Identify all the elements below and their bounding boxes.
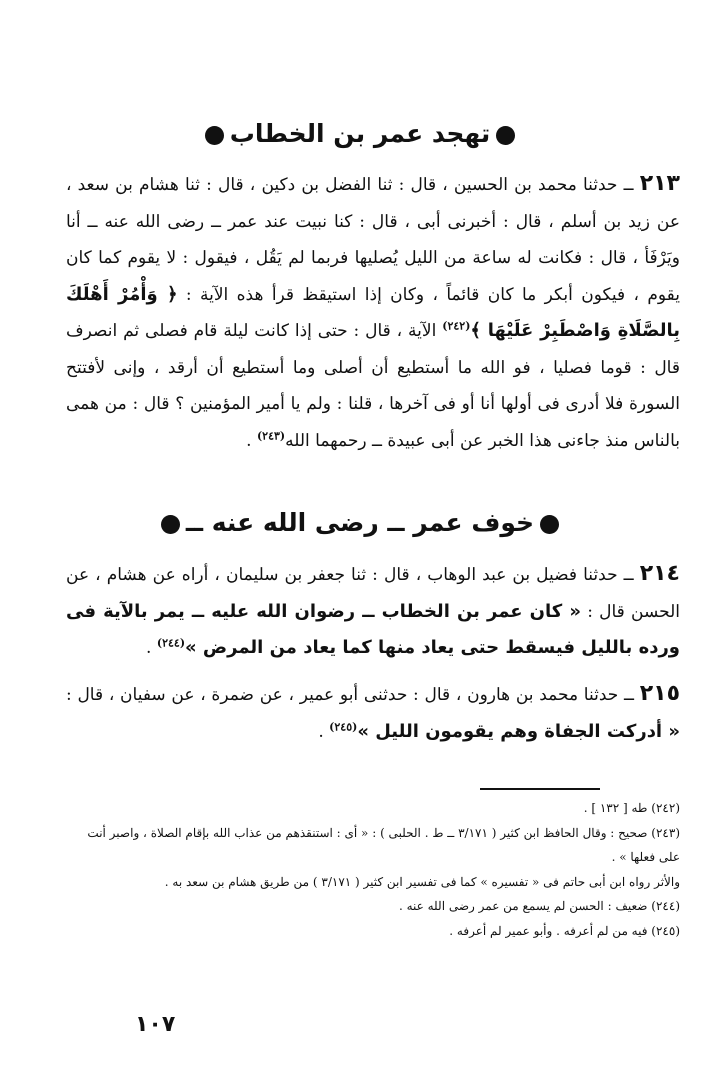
footnote: (٢٤٥) فيه من لم أعرفه . وأبو عمير لم أعرفه . [449,923,680,938]
bullet-icon [496,126,515,145]
hadith-number: ٢١٥ [639,681,681,706]
hadith-text: ــ حدثنا محمد بن الحسين ، قال : ثنا الفضل بن دكين ، قال : ثنا هشام بن سعد ، عن زيد بن أسلم ، قال : أخبرنى أبى ، قال : كنا نبيت عند عمر ــ رضى الله عنه ــ أنا ويَرْفَأ ، قال : فكانت له ساعة من الليل يُصليها فربما لم يَقُل ، فيقول : لا يقوم كما كان يقوم ، فيكون أبكر ما كان قائماً ، وكان إذا استيقظ قرأ هذه الآية : [66,175,681,305]
section-heading-fear [60,505,660,541]
quoted-text: « أدركت الجفاة وهم يقومون الليل » [357,720,680,742]
period: . [146,638,157,658]
footnote-ref: (٢٤٥) [329,719,358,733]
bullet-icon [161,515,180,534]
period: . [318,721,330,742]
footnote: (٢٤٢) طه [ ١٣٢ ] . [583,801,680,815]
hadith-text: ــ حدثنا محمد بن هارون ، قال : حدثنى أبو عمير ، عن ضمرة ، عن سفيان ، قال : [66,685,634,705]
paragraph-213 [66,166,680,459]
hadith-text: الآية ، قال : حتى إذا كانت ليلة قام فصلى ثم انصرف قال : قوما فصليا ، فو الله ما أستطيع أن أصلى وما أستطيع أن أرقد ، وإنى لأفتتح السورة فلا أدرى فى أولها أنا أو فى آخرها ، قلنا : ولم يا أمير المؤمنين ؟ قال : من همى بالناس منذ جاءنى هذا الخبر عن أبى عبيدة ــ رحمهما الله [66,321,680,451]
bullet-icon [205,126,224,145]
quran-verse: ﴿ وَأْمُرْ أَهْلَكَ بِالصَّلَاةِ وَاصْطَبِرْ عَلَيْهَا ﴾ [66,283,681,341]
paragraph-215 [66,676,680,750]
footnote-divider [480,788,600,790]
paragraph-214 [66,556,680,667]
footnote-ref: (٢٤٤) [156,636,186,650]
hadith-number: ٢١٣ [639,171,680,196]
section-heading-tahajjud [60,116,660,152]
footnote: (٢٤٣) صحيح : وقال الحافظ ابن كثير ( ٣/١٧١ ــ ط . الحلبى ) : « أى : استنقذهم من عذاب الله بإقام الصلاة ، واصبر أنت على فعلها » . [87,825,680,864]
footnotes [86,796,680,943]
heading-text: خوف عمر ــ رضى الله عنه ــ [185,508,535,537]
footnote-ref: (٢٤٣) [256,428,286,442]
period: . [246,430,257,451]
hadith-text: ــ حدثنا فضيل بن عبد الوهاب ، قال : ثنا جعفر بن سليمان ، أراه عن هشام ، عن الحسن قال : [66,565,681,622]
hadith-number: ٢١٤ [639,561,680,586]
heading-text: تهجد عمر بن الخطاب [229,119,491,148]
bullet-icon [540,515,559,534]
footnote: (٢٤٤) ضعيف : الحسن لم يسمع من عمر رضى الله عنه . [398,899,680,913]
quoted-text: « كان عمر بن الخطاب ــ رضوان الله عليه ــ يمر بالآية فى ورده بالليل فيسقط حتى يعاد منها كما يعاد من المرض » [66,600,680,658]
page-number: ١٠٧ [135,1012,176,1037]
footnote: والأثر رواه ابن أبى حاتم فى « تفسيره » كما فى تفسير ابن كثير ( ٣/١٧١ ) من طريق هشام بن سعد به . [164,874,680,889]
footnote-ref: (٢٤٢) [442,319,471,333]
